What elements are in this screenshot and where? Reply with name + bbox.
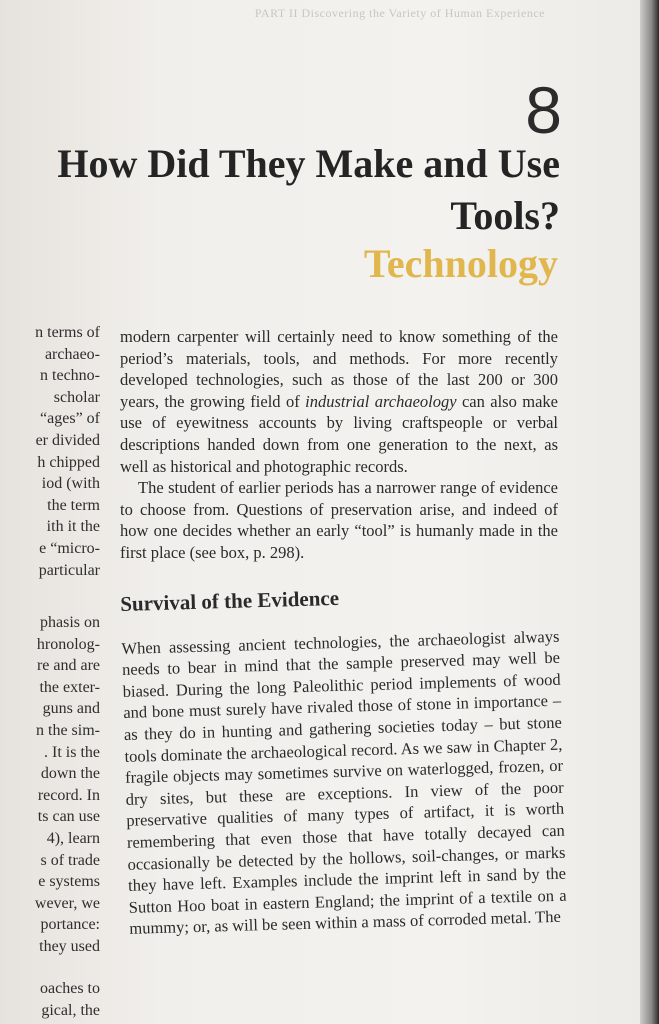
margin-line: ith it the xyxy=(46,518,100,536)
margin-line: archaeo- xyxy=(44,345,100,363)
section-block xyxy=(120,581,567,939)
margin-line: record. In xyxy=(37,786,100,804)
margin-line: the term xyxy=(47,496,100,514)
margin-line: hronolog- xyxy=(36,635,100,653)
paragraph-3: When assessing ancient technologies, the archaeologist always needs to bear in mind that the sample preserved may well be biased. During the long Paleolithic period implements of wood and bone must surely have rivaled those of stone in importance – as they do in hunting and gathering societies today – but stone tools dominate the archaeological record. As we saw in Chapter 2, fragile objects may sometimes survive on waterlogged, frozen, or dry sites, but these are exceptions. In view of the poor preservative qualities of many types of artifact, it is worth remembering that even those that have totally decayed can occasionally be detected by the hollows, soil-changes, or marks they have left. Examples include the imprint left in sand by the Sutton Hoo boat in eastern England; the imprint of a textile on a mummy; or, as will be seen within a mass of corroded metal. The xyxy=(121,625,567,938)
chapter-title: How Did They Make and Use Tools? xyxy=(57,141,560,238)
margin-line: guns and xyxy=(42,700,100,718)
section-heading: Survival of the Evidence xyxy=(119,585,340,616)
main-column xyxy=(119,326,567,939)
margin-line: er divided xyxy=(35,431,100,449)
margin-line: particular xyxy=(38,561,100,579)
margin-line: “ages” of xyxy=(40,410,100,428)
margin-line: ts can use xyxy=(37,808,100,826)
margin-line: e “micro- xyxy=(39,539,100,557)
margin-line: portance: xyxy=(40,916,100,934)
chapter-number: 8 xyxy=(525,73,562,147)
margin-line: e systems xyxy=(38,873,100,891)
italic-term: industrial archaeology xyxy=(305,391,457,411)
margin-line: . It is the xyxy=(44,743,100,761)
margin-line: n techno- xyxy=(40,367,100,385)
margin-line: n terms of xyxy=(35,324,100,341)
margin-line: the exter- xyxy=(39,678,100,696)
page-edge xyxy=(640,0,659,1024)
margin-line: re and are xyxy=(36,657,100,675)
margin-text-upper xyxy=(0,322,100,581)
margin-line: wever, we xyxy=(34,894,100,912)
paragraph-1: modern carpenter will certainly need to know something of the period’s materials, tools, and methods. For more recently developed technologies, such as those of the last 200 or 300 years, the growing field of industrial archaeology can also make use of eyewitness accounts by living craftspeople or verbal descriptions handed down from one generation to the next, as well as historical and photographic records. xyxy=(120,327,558,476)
margin-line: gical, the xyxy=(41,1001,100,1019)
running-head: PART II Discovering the Variety of Human Experience xyxy=(254,6,545,20)
margin-line: down the xyxy=(40,765,100,783)
chapter-subtitle: Technology xyxy=(363,241,558,286)
margin-line: h chipped xyxy=(37,453,100,471)
margin-line: s of trade xyxy=(40,851,100,869)
margin-line: iod (with xyxy=(41,475,100,493)
margin-line: oaches to xyxy=(40,980,100,997)
margin-line: phasis on xyxy=(40,614,100,631)
margin-line: they used xyxy=(39,937,100,955)
margin-line: scholar xyxy=(53,388,100,406)
margin-line: n the sim- xyxy=(36,721,100,739)
margin-line: 4), learn xyxy=(46,829,100,847)
paragraph-2: The student of earlier periods has a narrower range of evidence to choose from. Questions of preservation arise, and indeed of how one decides whether an early “tool” is humanly made in the first place (see box, p. 298). xyxy=(120,478,558,562)
margin-text-middle xyxy=(0,612,100,958)
margin-text-lower xyxy=(0,978,100,1021)
